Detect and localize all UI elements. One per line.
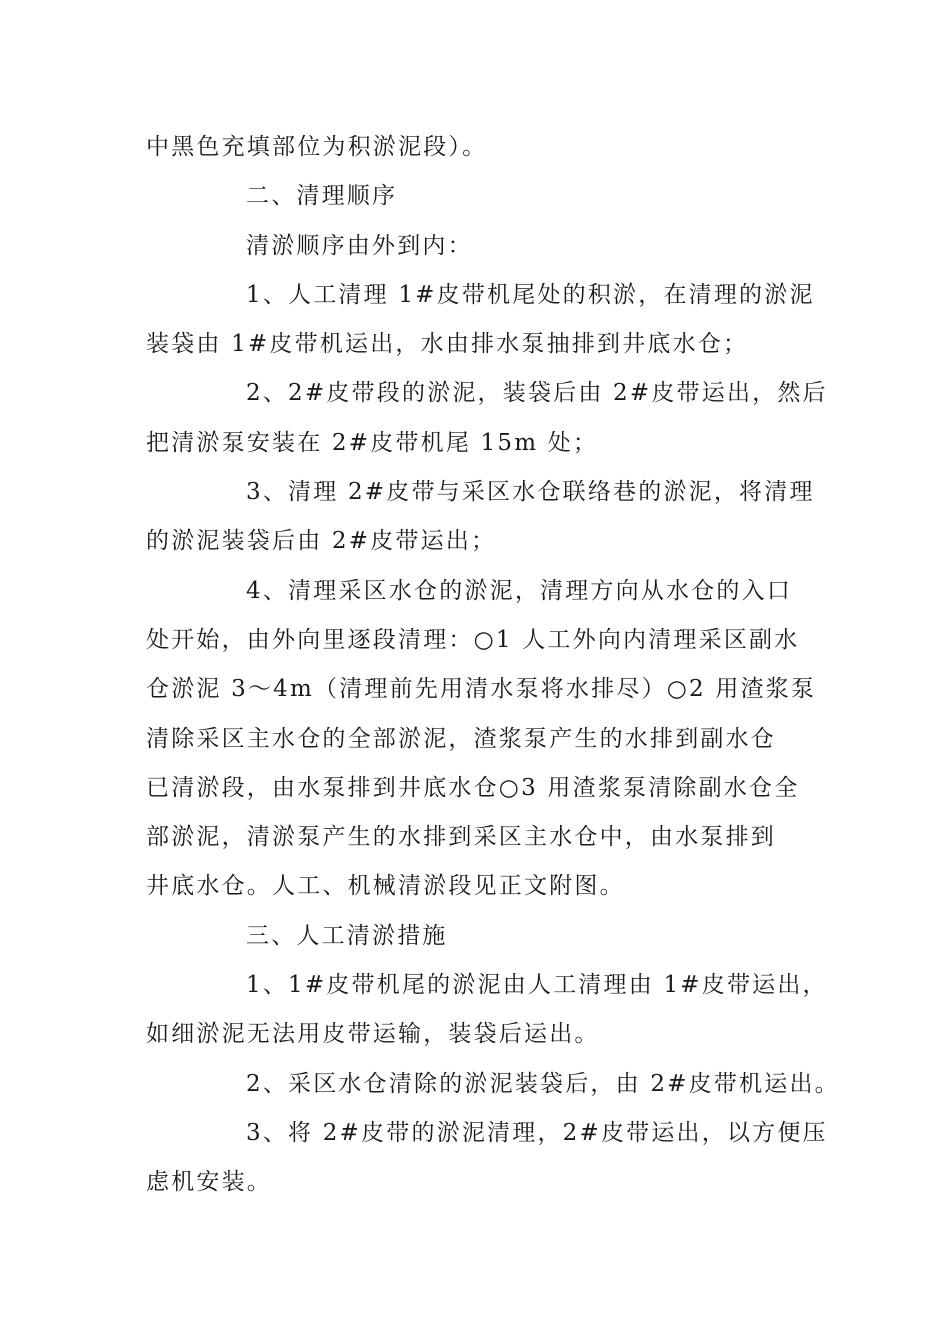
text-line: 1、人工清理 1#皮带机尾处的积淤，在清理的淤泥	[246, 281, 815, 308]
text-line: 仓淤泥 3～4m（清理前先用清水泵将水排尽）○2 用渣浆泵	[146, 676, 817, 703]
text-line: 虑机安装。	[146, 1169, 272, 1196]
paragraph-step-1	[146, 271, 815, 370]
paragraph-measure-1	[146, 961, 828, 1060]
document-body	[146, 123, 840, 1208]
section-heading-manual-measures	[146, 912, 812, 961]
section-heading-cleaning-order	[146, 172, 812, 221]
text-line: 的淤泥装袋后由 2#皮带运出；	[146, 528, 497, 555]
text-line: 1、1#皮带机尾的淤泥由人工清理由 1#皮带运出，	[246, 972, 828, 999]
text-line: 2、采区水仓清除的淤泥装袋后，由 2#皮带机运出。	[246, 1070, 840, 1097]
paragraph-measure-2	[146, 1060, 840, 1109]
text-line: 把清淤泵安装在 2#皮带机尾 15m 处；	[146, 429, 599, 456]
text-line: 二、清理顺序	[246, 183, 398, 210]
text-line: 部淤泥，清淤泵产生的水排到采区主水仓中，由水泵排到	[146, 824, 776, 851]
text-line: 已清淤段，由水泵排到井底水仓○3 用渣浆泵清除副水仓全	[146, 774, 800, 801]
paragraph-step-2	[146, 369, 828, 468]
paragraph-measure-3	[146, 1109, 828, 1208]
paragraph-order-intro	[146, 222, 812, 271]
text-line: 装袋由 1#皮带机运出，水由排水泵抽排到井底水仓；	[146, 331, 749, 358]
paragraph-step-3	[146, 468, 815, 567]
text-line: 如细淤泥无法用皮带运输，装袋后运出。	[146, 1021, 600, 1048]
text-line: 清淤顺序由外到内：	[246, 232, 473, 259]
text-line: 3、清理 2#皮带与采区水仓联络巷的淤泥，将清理	[246, 479, 815, 506]
paragraph-continuation	[146, 123, 812, 172]
text-line: 3、将 2#皮带的淤泥清理，2#皮带运出，以方便压	[246, 1119, 828, 1146]
text-line: 4、清理采区水仓的淤泥，清理方向从水仓的入口	[246, 577, 793, 604]
text-line: 三、人工清淤措施	[246, 922, 448, 949]
text-line: 中黑色充填部位为积淤泥段）。	[146, 134, 488, 160]
text-line: 井底水仓。人工、机械清淤段见正文附图。	[146, 873, 625, 900]
text-line: 2、2#皮带段的淤泥，装袋后由 2#皮带运出，然后	[246, 380, 828, 407]
text-line: 清除采区主水仓的全部淤泥，渣浆泵产生的水排到副水仓	[146, 725, 776, 752]
text-line: 处开始，由外向里逐段清理：○1 人工外向内清理采区副水	[146, 626, 800, 653]
paragraph-step-4	[146, 567, 817, 912]
